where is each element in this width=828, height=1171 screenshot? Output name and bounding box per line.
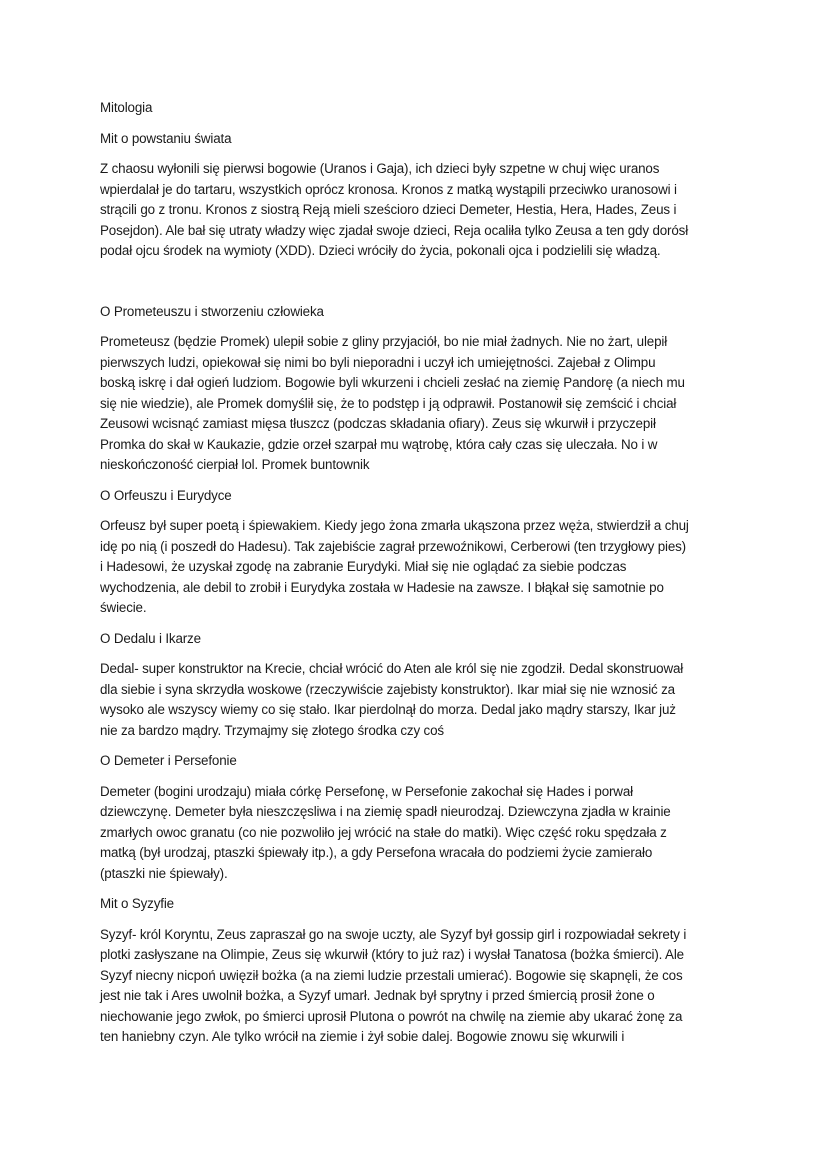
text-line: idę po nią (i poszedł do Hadesu). Tak zajebiście zagrał przewoźnikowi, Cerberowi (ten trzygłowy pies) [100,538,686,554]
text-line: wysoko ale wszyscy wiemy co się stało. Ikar pierdolnął do morza. Dedal jako mądry starszy, Ikar już [100,702,676,717]
text-line: Syzyf niecny nicpoń uwięził bożka (a na ziemi ludzie przestali umierać). Bogowie się skapnęli, że cos [100,967,683,983]
section-heading-sisyphus: Mit o Syzyfie [100,896,174,911]
text-line: i Hadesowi, że uzyskał zgodę na zabranie Eurydyki. Miał się nie oglądać za siebie podczas [100,559,627,574]
text-line: wpierdalał je do tartaru, wszystkich oprócz kronosa. Kronos z matką wystąpili przeciwko uranosowi i [100,181,677,197]
text-line: pierwszych ludzi, opiekował się nimi bo byli nieporadni i uczył ich umiejętności. Zajebał z Olimpu [100,354,656,370]
section-heading-daedalus: O Dedalu i Ikarze [100,630,201,646]
section-heading-prometheus: O Prometeuszu i stworzeniu człowieka [100,303,324,319]
blank-space [100,272,740,302]
text-line: Dedal- super konstruktor na Krecie, chciał wrócić do Aten ale król się nie zgodził. Dedal skonstruował [100,661,684,676]
text-line: Orfeusz był super poetą i śpiewakiem. Kiedy jego żona zmarła ukąszona przez węża, stwierdził a chuj [100,518,689,533]
section-heading-creation: Mit o powstaniu świata [100,130,232,146]
text-line: Promka do skał w Kaukazie, gdzie orzeł szarpał mu wątrobę, która cały czas się uleczała. No i w [100,436,658,452]
text-line: jest nie tak i Ares uwolnił bożka, a Syzyf umarł. Jednak był sprytny i przed śmiercią prosił żone o [100,988,655,1003]
text-line: Z chaosu wyłonili się pierwsi bogowie (Uranos i Gaja), ich dzieci były szpetne w chuj więc uranos [100,161,660,176]
text-line: Zeusowi wcisnąć zamiast mięsa tłuszcz (podczas składania ofiary). Zeus się wkurwił i przyczepił [100,416,656,431]
text-line: wychodzenia, ale debil to zrobił i Eurydyka została w Hadesie na zawsze. I błąkał się samotnie po [100,579,664,595]
section-heading-orpheus: O Orfeuszu i Eurydyce [100,487,232,503]
text-line: nieskończoność cierpiał lol. Promek buntownik [100,457,370,472]
text-line: nie za bardzo mądry. Trzymajmy się złotego środka czy coś [100,722,444,738]
text-line: podał ojcu środek na wymioty (XDD). Dzieci wróciły do życia, pokonali ojca i podzielili się władzą. [100,243,661,258]
document-page [100,98,740,1058]
section-body-creation [100,159,740,262]
text-line: Syzyf- król Koryntu, Zeus zapraszał go na swoje uczty, ale Syzyf był gossip girl i rozpowiadał sekrety i [100,926,687,942]
section-body-orpheus [100,516,740,619]
text-line: ten haniebny czyn. Ale tylko wrócił na ziemie i żył sobie dalej. Bogowie znowu się wkurwili i [100,1029,625,1044]
text-line: strącili go z tronu. Kronos z siostrą Reją mieli sześcioro dzieci Demeter, Hestia, Hera, Hades, Zeus i [100,202,677,217]
section-body-prometheus [100,332,740,476]
text-line: świecie. [100,600,147,615]
text-line: dla siebie i syna skrzydła woskowe (rzeczywiście zajebisty konstruktor). Ikar miał się nie wznosić za [100,681,675,697]
document-title: Mitologia [100,100,153,115]
text-line: Demeter (bogini urodzaju) miała córkę Persefonę, w Persefonie zakochał się Hades i porwał [100,783,633,799]
text-line: Prometeusz (będzie Promek) ulepił sobie z gliny przyjaciół, bo nie miał żadnych. Nie no żart, ulepił [100,334,668,349]
text-line: dziewczynę. Demeter była nieszczęsliwa i na ziemię spadł nieurodzaj. Dziewczyna zjadła w krainie [100,804,671,819]
text-line: boską iskrę i dał ogień ludziom. Bogowie byli wkurzeni i chcieli zesłać na ziemię Pandorę (a niech mu [100,375,685,390]
text-line: plotki zasłyszane na Olimpie, Zeus się wkurwił (który to już raz) i wysłał Tanatosa (bożka śmierci). Ale [100,947,684,962]
text-line: zmarłych owoc granatu (co nie pozwoliło jej wrócić na stałe do matki). Więc część roku spędzała z [100,824,667,840]
text-line: (ptaszki nie śpiewały). [100,865,228,881]
section-body-daedalus [100,659,740,741]
section-heading-demeter: O Demeter i Persefonie [100,753,237,768]
text-line: niechowanie jego zwłok, po śmierci uprosił Plutona o powrót na chwilę na ziemie aby ukarać żonę za [100,1008,683,1024]
text-line: się nie wiedzie), ale Promek domyślił się, że to podstęp i ją odprawił. Postanowił się zemścić i chciał [100,395,677,411]
section-body-demeter [100,782,740,885]
text-line: Posejdon). Ale bał się utraty władzy więc zjadał swoje dzieci, Reja ocaliła tylko Zeusa a ten gdy dorósł [100,222,689,238]
section-body-sisyphus [100,925,740,1048]
text-line: matką (był urodzaj, ptaszki śpiewały itp.), a gdy Persefona wracała do podziemi życie zamierało [100,845,653,860]
